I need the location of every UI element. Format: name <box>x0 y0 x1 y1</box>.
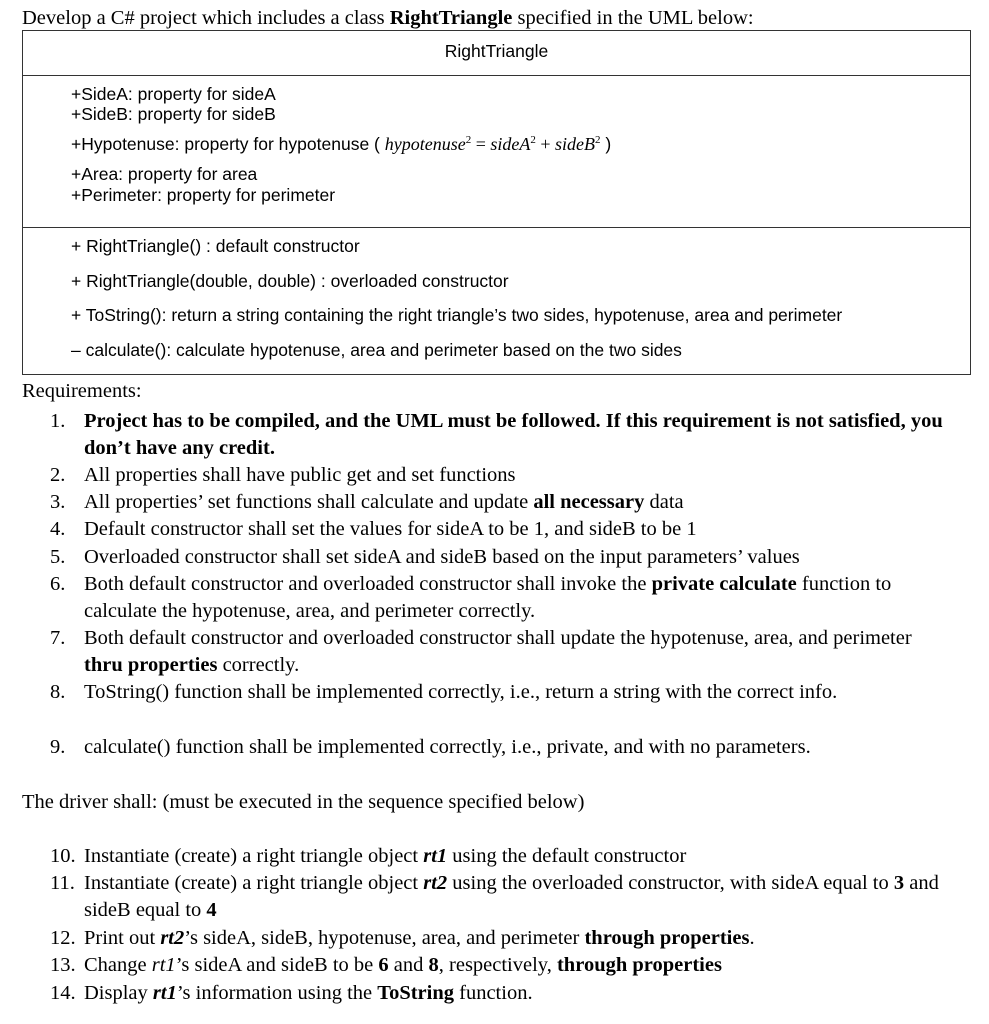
driver-step <box>50 870 954 924</box>
formula-operator: + <box>540 134 551 154</box>
uml-attribute: +Perimeter: property for perimeter <box>71 185 336 205</box>
text-segment: Print out <box>84 927 161 949</box>
bold-text: 6 <box>378 954 389 976</box>
bold-text: rt1 <box>423 845 448 867</box>
item-number: 2. <box>50 464 66 486</box>
item-number: 6. <box>50 573 66 595</box>
item-number: 3. <box>50 491 66 513</box>
text-segment: Both default constructor and overloaded constructor shall update the hypotenuse, area, and perimeter <box>84 627 912 649</box>
uml-method: – calculate(): calculate hypotenuse, area and perimeter based on the two sides <box>71 340 682 360</box>
bold-text: private calculate <box>651 573 797 595</box>
formula-term: sideA <box>490 134 531 154</box>
text-segment: specified in the UML below: <box>512 7 754 29</box>
bold-text: RightTriangle <box>389 7 513 29</box>
requirement-item <box>50 571 954 625</box>
driver-step <box>50 925 954 952</box>
text-segment: and <box>388 954 429 976</box>
text-segment: Instantiate (create) a right triangle object <box>84 845 424 867</box>
text-segment: ’s information using the <box>176 982 378 1004</box>
item-number: 14. <box>50 982 76 1004</box>
text-segment: Default constructor shall set the values for sideA to be 1, and sideB to be 1 <box>84 518 697 540</box>
text-segment: Display <box>84 982 153 1004</box>
text-segment: data <box>644 491 684 513</box>
uml-method: + ToString(): return a string containing the right triangle’s two sides, hypotenuse, area and perimeter <box>71 305 843 325</box>
uml-methods <box>23 228 970 376</box>
formula-term: sideB <box>555 134 596 154</box>
text-segment: Instantiate (create) a right triangle object <box>84 872 424 894</box>
bold-text: through properties <box>584 927 750 949</box>
text-segment: using the overloaded constructor, with sideA equal to <box>447 872 894 894</box>
formula-exponent: 2 <box>530 134 536 146</box>
text-segment: . <box>749 927 755 949</box>
bold-text: rt1 <box>152 982 177 1004</box>
bold-text: ToString <box>377 982 454 1004</box>
requirement-item <box>50 489 954 516</box>
text-segment: , respectively, <box>438 954 557 976</box>
formula-exponent: 2 <box>595 134 601 146</box>
item-number: 1. <box>50 410 66 432</box>
uml-attributes <box>23 76 970 228</box>
text-segment: rt1 <box>151 954 176 976</box>
bold-text: Project has to be compiled, and the UML must be followed. If this requirement is not satisfied, you don’t have any credit. <box>84 410 943 459</box>
uml-method: + RightTriangle(double, double) : overloaded constructor <box>71 271 509 291</box>
bold-text: rt2 <box>423 872 448 894</box>
item-number: 7. <box>50 627 66 649</box>
item-number: 11. <box>50 872 75 894</box>
formula-operator: = <box>475 134 486 154</box>
requirement-item <box>50 516 954 543</box>
text-segment: ToString() function shall be implemented correctly, i.e., return a string with the correct info. <box>84 681 838 703</box>
text-segment: ’s sideA, sideB, hypotenuse, area, and perimeter <box>184 927 585 949</box>
uml-method: + RightTriangle() : default constructor <box>71 236 360 256</box>
bold-text: 3 <box>893 872 905 894</box>
hypotenuse-formula <box>385 134 601 154</box>
text-segment: using the default constructor <box>447 845 687 867</box>
uml-attribute: +SideA: property for sideA <box>71 84 276 104</box>
bold-text: 4 <box>206 899 217 921</box>
driver-step <box>50 980 954 1007</box>
text-segment: function to calculate the hypotenuse, area, and perimeter correctly. <box>84 573 892 622</box>
item-number: 12. <box>50 927 76 949</box>
text-segment: Both default constructor and overloaded constructor shall invoke the <box>84 573 652 595</box>
formula-paren: ) <box>605 134 612 154</box>
intro-text <box>22 6 754 30</box>
item-number: 5. <box>50 546 66 568</box>
requirement-item <box>50 734 954 761</box>
item-number: 4. <box>50 518 66 540</box>
text-segment: correctly. <box>217 654 300 676</box>
text-segment: All properties’ set functions shall calculate and update <box>84 491 534 513</box>
requirement-item <box>50 462 954 489</box>
text-segment: All properties shall have public get and set functions <box>84 464 516 486</box>
requirement-item <box>50 679 954 706</box>
uml-attribute: +Area: property for area <box>71 164 258 184</box>
bold-text: 8 <box>428 954 439 976</box>
driver-step <box>50 843 954 870</box>
requirement-item <box>50 544 954 571</box>
bold-text: thru properties <box>84 654 218 676</box>
driver-step <box>50 952 954 979</box>
formula-exponent: 2 <box>465 134 472 146</box>
text-segment: Change <box>84 954 152 976</box>
item-number: 8. <box>50 681 66 703</box>
requirement-item <box>50 625 954 679</box>
text-segment: Develop a C# project which includes a class <box>22 7 390 29</box>
driver-heading: The driver shall: (must be executed in the sequence specified below) <box>22 791 585 813</box>
requirements-heading: Requirements: <box>22 380 142 402</box>
bold-text: rt2 <box>160 927 185 949</box>
text-segment: ’s sideA and sideB to be <box>175 954 379 976</box>
item-number: 13. <box>50 954 76 976</box>
item-number: 9. <box>50 736 66 758</box>
text-segment: function. <box>454 982 533 1004</box>
uml-attribute: +SideB: property for sideB <box>71 104 276 124</box>
uml-attribute-hypotenuse <box>71 134 611 155</box>
uml-class-name: RightTriangle <box>23 31 970 76</box>
text-segment: Overloaded constructor shall set sideA and sideB based on the input parameters’ values <box>84 546 800 568</box>
uml-class-diagram <box>22 30 971 375</box>
text-segment: calculate() function shall be implemented correctly, i.e., private, and with no parameters. <box>84 736 811 758</box>
bold-text: through properties <box>556 954 722 976</box>
uml-attribute: +Hypotenuse: property for hypotenuse ( <box>71 134 380 154</box>
text-segment: and sideB equal to <box>84 872 939 921</box>
item-number: 10. <box>50 845 76 867</box>
formula-term: hypotenuse <box>384 134 466 154</box>
requirement-item <box>50 408 954 462</box>
bold-text: all necessary <box>533 491 645 513</box>
